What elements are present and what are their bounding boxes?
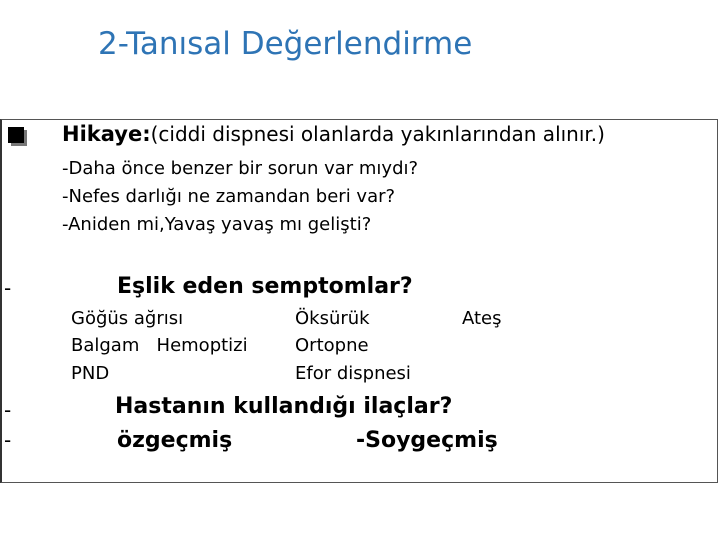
medications-text: Hastanın kullandığı ilaçlar?: [115, 394, 453, 419]
hikaye-question: -Nefes darlığı ne zamandan beri var?: [62, 186, 396, 207]
hikaye-label: Hikaye:: [62, 122, 151, 146]
symptom-item: Ortopne: [295, 335, 369, 356]
history-dash: -: [4, 428, 12, 452]
hikaye-line: [62, 122, 605, 146]
square-bullet-icon: [8, 127, 24, 143]
medications-dash: -: [4, 398, 12, 422]
symptoms-dash: -: [4, 276, 12, 300]
symptom-item: Balgam Hemoptizi: [71, 335, 248, 356]
hikaye-question: -Aniden mi,Yavaş yavaş mı gelişti?: [62, 214, 372, 235]
page-title: 2-Tanısal Değerlendirme: [98, 26, 473, 62]
soygecmis-text: -Soygeçmiş: [356, 428, 498, 453]
ozgecmis-text: özgeçmiş: [117, 428, 233, 453]
hikaye-question: -Daha önce benzer bir sorun var mıydı?: [62, 158, 419, 179]
hikaye-note: (ciddi dispnesi olanlarda yakınlarından alınır.): [150, 122, 605, 146]
symptom-item: Efor dispnesi: [295, 363, 411, 384]
symptom-item: PND: [71, 363, 110, 384]
symptoms-heading: Eşlik eden semptomlar?: [117, 274, 413, 299]
symptom-item: Ateş: [462, 308, 502, 329]
symptom-item: Göğüs ağrısı: [71, 308, 184, 329]
symptom-item: Öksürük: [295, 308, 370, 329]
